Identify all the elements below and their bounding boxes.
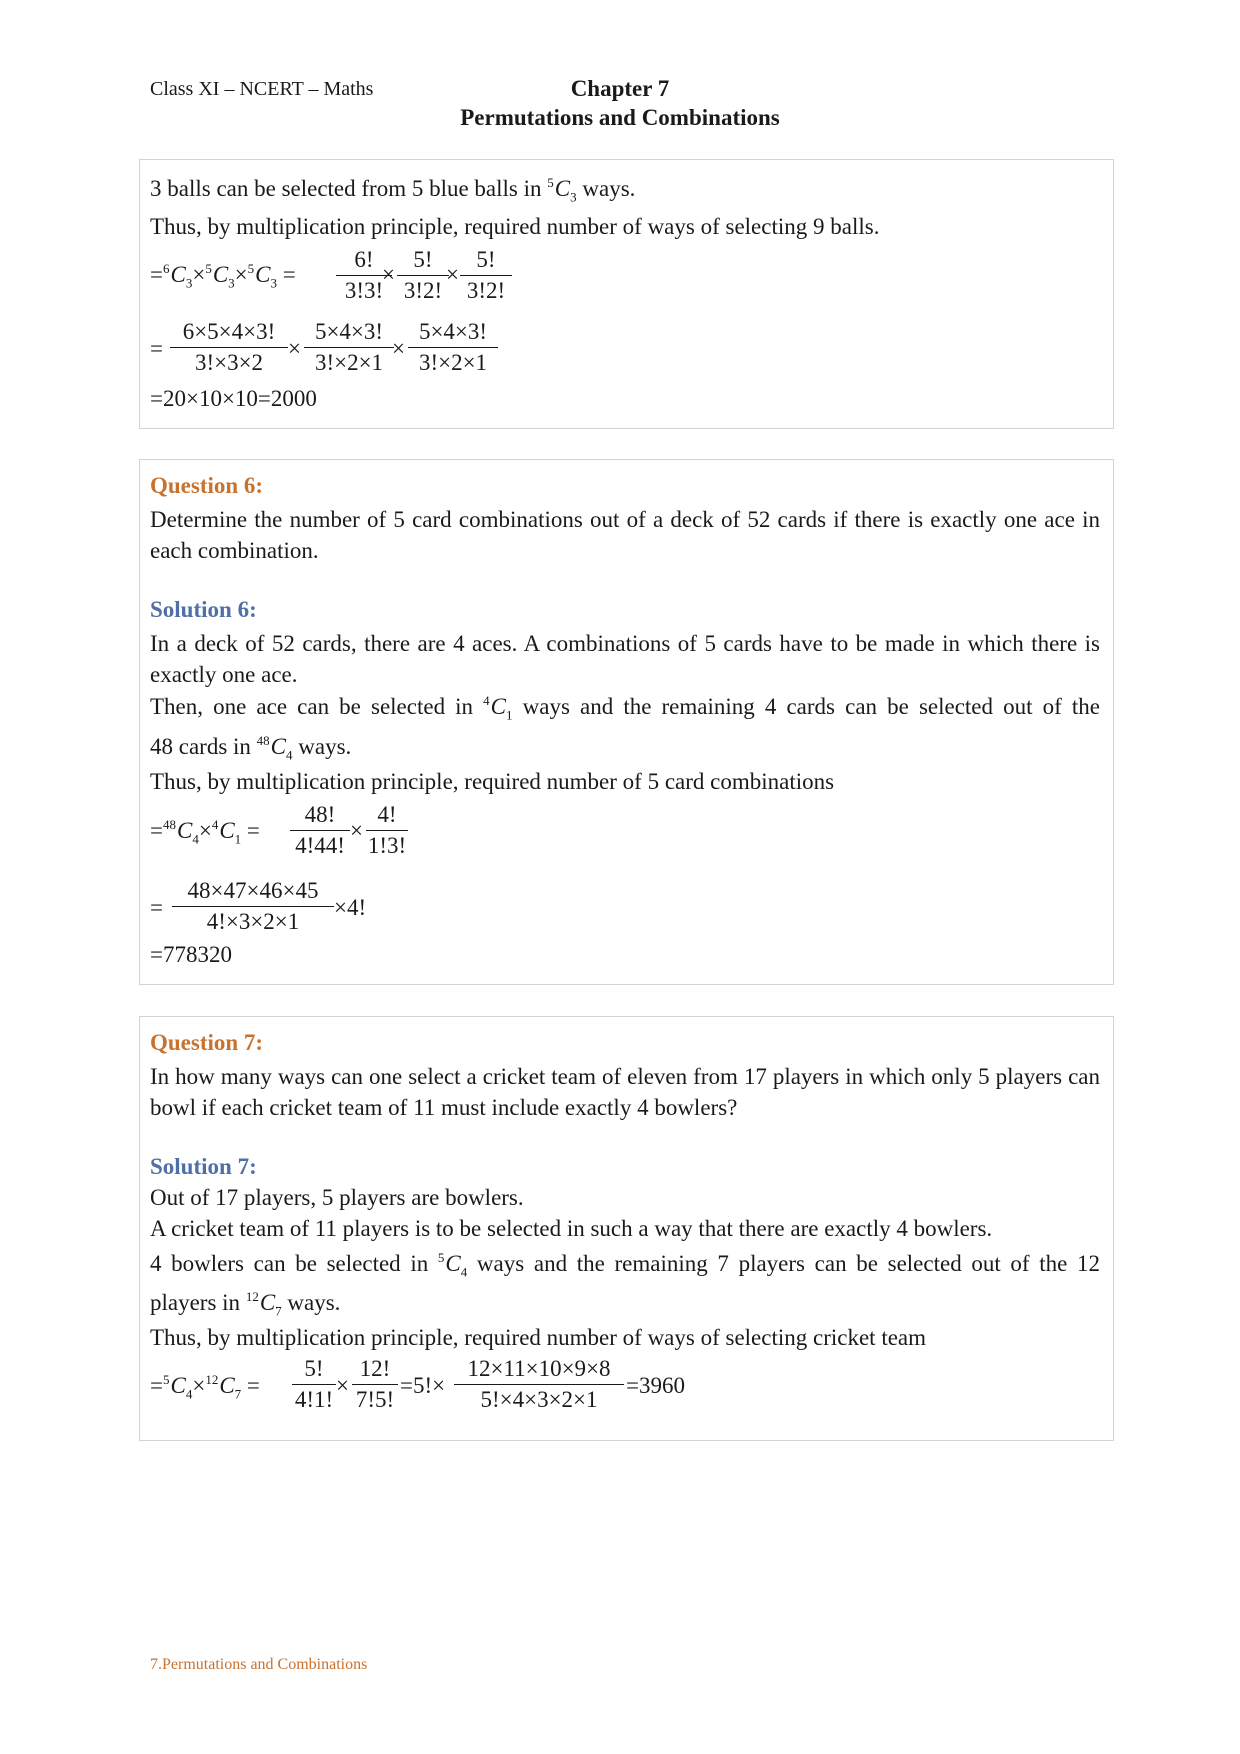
formula: $=^5C_4\times^{12}C_7$ = bbox=[150, 1372, 260, 1402]
text-line: Thus, by multiplication principle, required number of ways of selecting cricket team bbox=[150, 1325, 927, 1350]
times-sign: × bbox=[288, 336, 301, 361]
times-sign: × bbox=[336, 1373, 349, 1398]
solution-7-heading: Solution 7: bbox=[150, 1154, 257, 1179]
text-line: 48 cards in $^{48}C_4$ ways. bbox=[150, 733, 352, 763]
footer-chapter-label: 7.Permutations and Combinations bbox=[150, 1656, 368, 1673]
formula: ×4! bbox=[334, 895, 367, 920]
formula: = bbox=[150, 336, 163, 361]
fraction: 12×11×10×9×8 5!×4×3×2×1 bbox=[454, 1355, 624, 1414]
fraction: 5×4×3! 3!×2×1 bbox=[304, 318, 394, 377]
solution-6-heading: Solution 6: bbox=[150, 597, 257, 622]
formula: =5!× bbox=[400, 1373, 446, 1398]
text-line: Then, one ace can be selected in $^4C_1$ ways and the remaining 4 cards can be selected out of the bbox=[150, 693, 1100, 723]
fraction: 5! 3!2! bbox=[460, 246, 512, 305]
fraction: 48×47×46×45 4!×3×2×1 bbox=[172, 877, 334, 936]
formula: $=^{48}C_4\times^4C_1$ = bbox=[150, 817, 260, 847]
text-line: 3 balls can be selected from 5 blue balls in $^5C_3$ ways. bbox=[150, 175, 636, 205]
chapter-title: Chapter 7 bbox=[570, 76, 670, 101]
fraction: 5! 4!1! bbox=[292, 1355, 336, 1414]
times-sign: × bbox=[392, 336, 405, 361]
fraction: 5×4×3! 3!×2×1 bbox=[408, 318, 498, 377]
question-6-heading: Question 6: bbox=[150, 473, 264, 498]
header-chapter bbox=[420, 74, 820, 132]
question-7-heading: Question 7: bbox=[150, 1030, 264, 1055]
header-class-label: Class XI – NCERT – Maths bbox=[150, 78, 374, 100]
times-sign: × bbox=[446, 262, 459, 287]
times-sign: × bbox=[350, 818, 363, 843]
fraction: 5! 3!2! bbox=[397, 246, 449, 305]
fraction: 6×5×4×3! 3!×3×2 bbox=[170, 318, 288, 377]
text-line: Thus, by multiplication principle, required number of ways of selecting 9 balls. bbox=[150, 214, 880, 239]
text-line: 4 bowlers can be selected in $^5C_4$ ways and the remaining 7 players can be selected out of the 12 bbox=[150, 1250, 1101, 1280]
fraction: 6! 3!3! bbox=[336, 246, 392, 305]
formula: $=^6C_3\times^5C_3\times^5C_3$ = bbox=[150, 261, 296, 291]
fraction: 12! 7!5! bbox=[352, 1355, 398, 1414]
solution-6-text: In a deck of 52 cards, there are 4 aces. A combinations of 5 cards have to be made in which there is exactly one ace. bbox=[150, 631, 1100, 687]
text-line: A cricket team of 11 players is to be selected in such a way that there are exactly 4 bowlers. bbox=[150, 1216, 993, 1241]
result-line: =778320 bbox=[150, 942, 232, 967]
question-7-text: In how many ways can one select a cricket team of eleven from 17 players in which only 5 players can bowl if each cricket team of 11 must include exactly 4 bowlers? bbox=[150, 1064, 1100, 1120]
formula: = bbox=[150, 895, 163, 920]
fraction: 4! 1!3! bbox=[367, 802, 407, 858]
text-line: Out of 17 players, 5 players are bowlers. bbox=[150, 1185, 524, 1210]
result-line: =20×10×10=2000 bbox=[150, 386, 317, 411]
text-line: Thus, by multiplication principle, required number of 5 card combinations bbox=[150, 769, 835, 794]
result-line: =3960 bbox=[626, 1373, 685, 1398]
question-6-text: Determine the number of 5 card combinations out of a deck of 52 cards if there is exactly one ace in each combination. bbox=[150, 507, 1100, 563]
text-line: players in $^{12}C_7$ ways. bbox=[150, 1289, 341, 1319]
chapter-subtitle: Permutations and Combinations bbox=[460, 105, 780, 130]
fraction: 48! 4!44! bbox=[290, 801, 350, 860]
times-sign: × bbox=[382, 262, 395, 287]
